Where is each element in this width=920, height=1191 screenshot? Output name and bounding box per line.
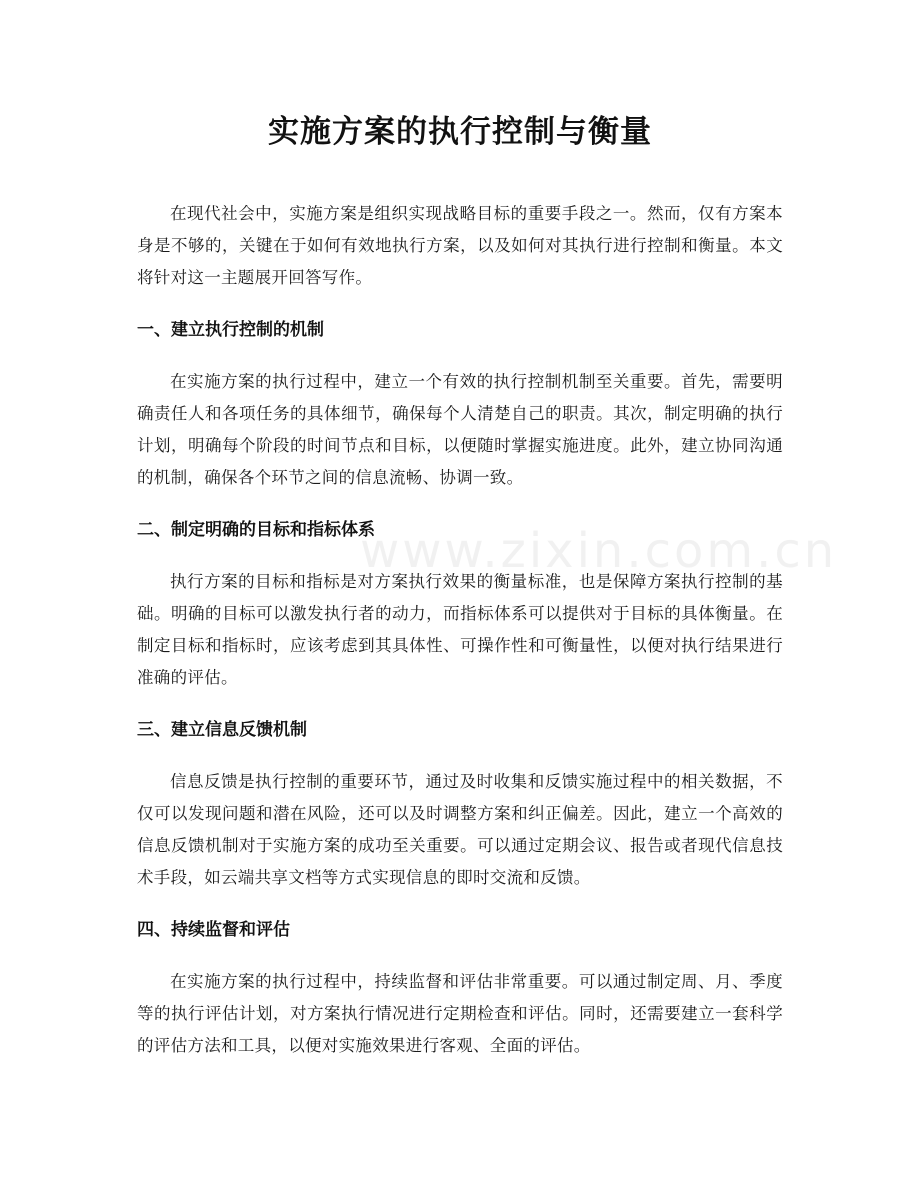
section-heading-2: 二、制定明确的目标和指标体系 — [137, 520, 375, 540]
watermark: www.zixin.com.cn — [360, 523, 838, 579]
section-heading-3: 三、建立信息反馈机制 — [137, 720, 307, 740]
section-heading-4: 四、持续监督和评估 — [137, 920, 290, 940]
section-body-1: 在实施方案的执行过程中，建立一个有效的执行控制机制至关重要。首先，需要明确责任人和各项任务的具体细节，确保每个人清楚自己的职责。其次，制定明确的执行计划，明确每个阶段的时间节点和目标，以便随时掌握实施进度。此外，建立协同沟通的机制，确保各个环节之间的信息流畅、协调一致。 — [137, 372, 783, 487]
section-heading-1: 一、建立执行控制的机制 — [137, 320, 324, 340]
section-body-3: 信息反馈是执行控制的重要环节，通过及时收集和反馈实施过程中的相关数据，不仅可以发现问题和潜在风险，还可以及时调整方案和纠正偏差。因此，建立一个高效的信息反馈机制对于实施方案的成功至关重要。可以通过定期会议、报告或者现代信息技术手段，如云端共享文档等方式实现信息的即时交流和反馈。 — [137, 772, 783, 887]
document-title: 实施方案的执行控制与衡量 — [268, 114, 652, 150]
intro-paragraph: 在现代社会中，实施方案是组织实现战略目标的重要手段之一。然而，仅有方案本身是不够的，关键在于如何有效地执行方案，以及如何对其执行进行控制和衡量。本文将针对这一主题展开回答写作。 — [137, 204, 783, 287]
section-body-2: 执行方案的目标和指标是对方案执行效果的衡量标准，也是保障方案执行控制的基础。明确的目标可以激发执行者的动力，而指标体系可以提供对于目标的具体衡量。在制定目标和指标时，应该考虑到其具体性、可操作性和可衡量性，以便对执行结果进行准确的评估。 — [137, 572, 783, 687]
section-body-4: 在实施方案的执行过程中，持续监督和评估非常重要。可以通过制定周、月、季度等的执行评估计划，对方案执行情况进行定期检查和评估。同时，还需要建立一套科学的评估方法和工具，以便对实施效果进行客观、全面的评估。 — [137, 972, 783, 1055]
